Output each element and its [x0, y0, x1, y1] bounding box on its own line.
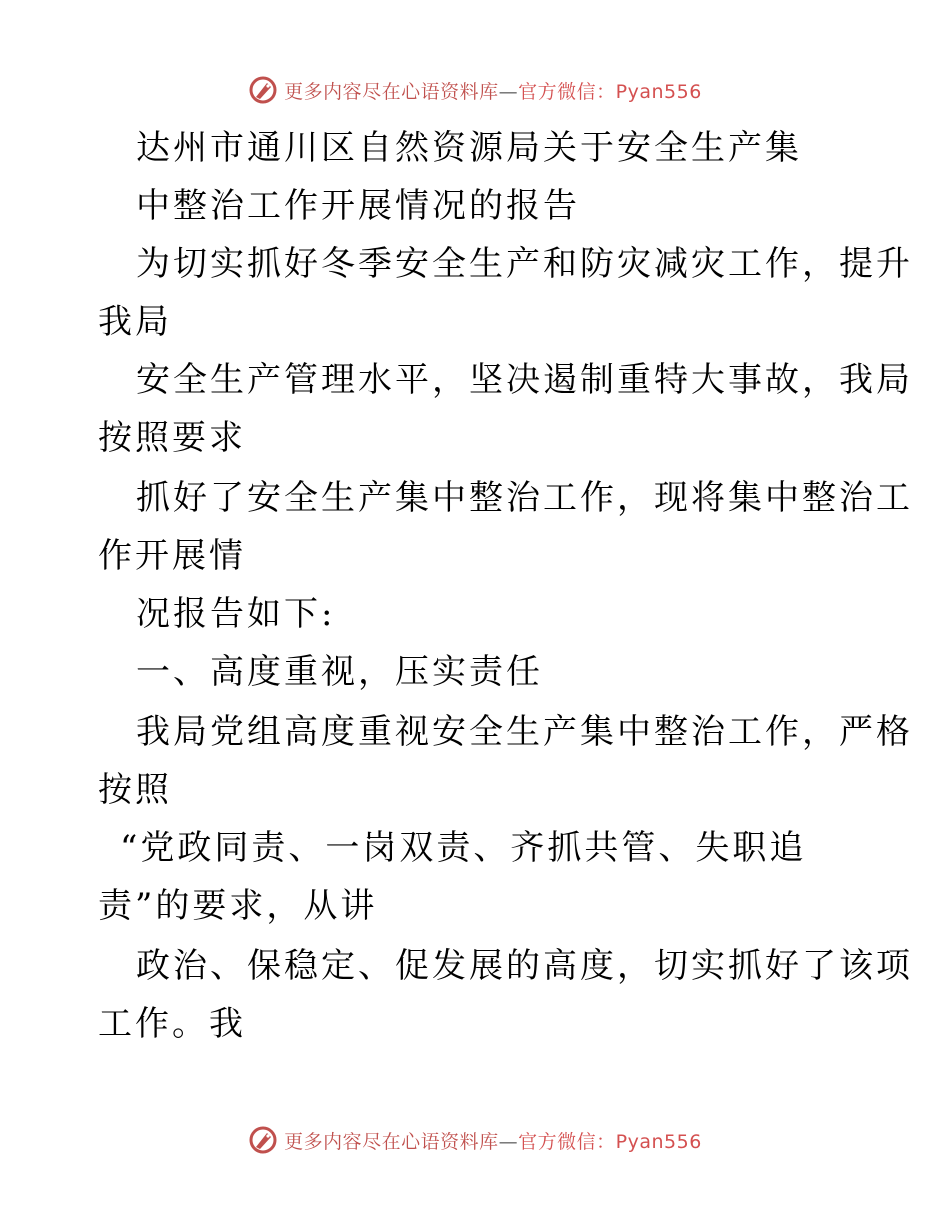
footer-watermark [0, 1122, 950, 1158]
doc-section-heading: 一、高度重视，压实责任 [136, 652, 543, 692]
doc-paragraph-line: 我局党组高度重视安全生产集中整治工作，严格 [136, 712, 913, 752]
doc-paragraph-line: 政治、保稳定、促发展的高度，切实抓好了该项 [136, 946, 913, 986]
doc-paragraph-line: 作开展情 [98, 536, 246, 576]
watermark-separator: — [498, 80, 519, 103]
pen-nib-logo-icon [248, 75, 278, 105]
doc-paragraph-line: 为切实抓好冬季安全生产和防灾减灾工作，提升 [136, 244, 913, 284]
doc-paragraph-line: 工作。我 [98, 1004, 246, 1044]
doc-paragraph-line: 责”的要求，从讲 [98, 886, 378, 926]
watermark-brand: 更多内容尽在心语资料库 [284, 80, 499, 103]
header-watermark [0, 72, 950, 108]
doc-paragraph-line: 安全生产管理水平，坚决遏制重特大事故，我局 [136, 360, 913, 400]
doc-paragraph-line: “党政同责、一岗双责、齐抓共管、失职追 [120, 828, 807, 868]
doc-title-line-1: 达州市通川区自然资源局关于安全生产集 [136, 128, 802, 168]
pen-nib-logo-icon [248, 1125, 278, 1155]
watermark-separator: — [498, 1130, 519, 1153]
doc-paragraph-line: 按照 [98, 770, 172, 810]
watermark-brand: 更多内容尽在心语资料库 [284, 1130, 499, 1153]
watermark-wechat: 官方微信：Pyan556 [518, 80, 702, 103]
doc-paragraph-line: 况报告如下: [136, 594, 336, 634]
doc-paragraph-line: 我局 [98, 302, 172, 342]
doc-paragraph-line: 抓好了安全生产集中整治工作，现将集中整治工 [136, 478, 913, 518]
doc-title-line-2: 中整治工作开展情况的报告 [136, 186, 580, 226]
watermark-wechat: 官方微信：Pyan556 [518, 1130, 702, 1153]
doc-paragraph-line: 按照要求 [98, 418, 246, 458]
